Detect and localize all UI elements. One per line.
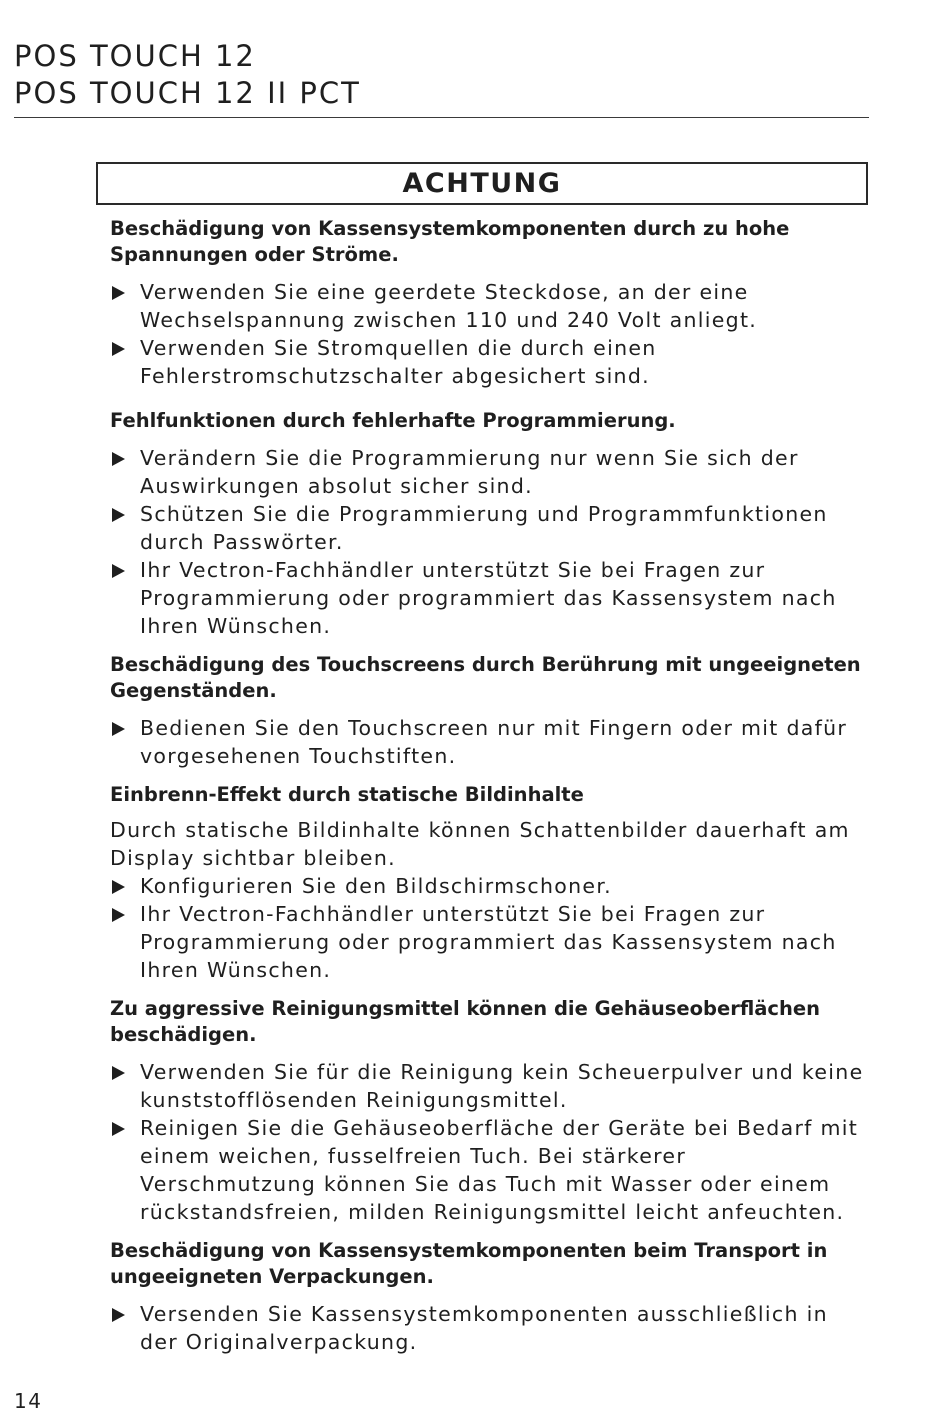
list-item-text: Schützen Sie die Programmierung und Programmfunktionen durch Passwörter.: [140, 502, 828, 554]
bullet-list: [110, 278, 868, 390]
list-item-text: Versenden Sie Kassensystemkomponenten ausschließlich in der Originalverpackung.: [140, 1302, 828, 1354]
product-title-line-2: POS TOUCH 12 II PCT: [14, 76, 361, 110]
list-item: [110, 1058, 868, 1114]
section-title: Beschädigung von Kassensystemkomponenten durch zu hohe Spannungen oder Ströme.: [110, 217, 790, 266]
triangle-bullet-icon: [112, 880, 125, 894]
triangle-bullet-icon: [112, 564, 125, 578]
bullet-list: [110, 714, 868, 770]
list-item-text: Verändern Sie die Programmierung nur wenn Sie sich der Auswirkungen absolut sicher sind.: [140, 446, 799, 498]
warning-box: [96, 162, 868, 205]
section-title: Zu aggressive Reinigungsmittel können die Gehäuseoberflächen beschädigen.: [110, 997, 820, 1046]
bullet-list: [110, 1058, 868, 1226]
list-item: [110, 872, 868, 900]
triangle-bullet-icon: [112, 1308, 125, 1322]
warning-body: [96, 216, 868, 1356]
list-item: [110, 444, 868, 500]
section-transport: [110, 1238, 868, 1356]
list-item: [110, 334, 868, 390]
list-item-text: Verwenden Sie Stromquellen die durch einen Fehlerstromschutzschalter abgesichert sind.: [140, 336, 657, 388]
list-item: [110, 556, 868, 640]
list-item: [110, 278, 868, 334]
bullet-list: [110, 872, 868, 984]
section-programming: [110, 408, 868, 640]
list-item: [110, 714, 868, 770]
bullet-list: [110, 1300, 868, 1356]
section-burn-in: [110, 782, 868, 984]
list-item-text: Verwenden Sie für die Reinigung kein Scheuerpulver und keine kunststofflösenden Reinigungsmittel.: [140, 1060, 864, 1112]
section-text: Durch statische Bildinhalte können Schattenbilder dauerhaft am Display sichtbar bleiben.: [110, 818, 850, 870]
section-title: Beschädigung des Touchscreens durch Berührung mit ungeeigneten Gegenständen.: [110, 653, 861, 702]
header-divider: [14, 117, 869, 118]
document-header: [14, 38, 869, 112]
triangle-bullet-icon: [112, 342, 125, 356]
triangle-bullet-icon: [112, 1122, 125, 1136]
list-item-text: Konfigurieren Sie den Bildschirmschoner.: [140, 874, 612, 898]
list-item-text: Ihr Vectron-Fachhändler unterstützt Sie bei Fragen zur Programmierung oder programmiert das Kassensystem nach Ihren Wünschen.: [140, 558, 837, 638]
triangle-bullet-icon: [112, 1066, 125, 1080]
section-voltage: [110, 216, 868, 390]
section-title: Fehlfunktionen durch fehlerhafte Programmierung.: [110, 409, 676, 432]
list-item: [110, 500, 868, 556]
warning-title: ACHTUNG: [402, 168, 562, 199]
page-number: 14: [14, 1389, 43, 1413]
list-item-text: Reinigen Sie die Gehäuseoberfläche der Geräte bei Bedarf mit einem weichen, fusselfreien Tuch. Bei stärkerer Verschmutzung können Sie das Tuch mit Wasser oder einem rückstandsfreien, milden Reinigungsmittel leicht anfeuchten.: [140, 1116, 859, 1224]
list-item-text: Ihr Vectron-Fachhändler unterstützt Sie bei Fragen zur Programmierung oder programmiert das Kassensystem nach Ihren Wünschen.: [140, 902, 837, 982]
triangle-bullet-icon: [112, 908, 125, 922]
warning-content: [96, 162, 868, 1356]
triangle-bullet-icon: [112, 722, 125, 736]
section-cleaning: [110, 996, 868, 1226]
triangle-bullet-icon: [112, 452, 125, 466]
list-item: [110, 1114, 868, 1226]
bullet-list: [110, 444, 868, 640]
list-item: [110, 900, 868, 984]
product-title-line-1: POS TOUCH 12: [14, 39, 256, 73]
triangle-bullet-icon: [112, 508, 125, 522]
section-touchscreen: [110, 652, 868, 770]
section-title: Einbrenn-Effekt durch statische Bildinhalte: [110, 783, 584, 806]
section-title: Beschädigung von Kassensystemkomponenten beim Transport in ungeeigneten Verpackungen.: [110, 1239, 828, 1288]
list-item-text: Verwenden Sie eine geerdete Steckdose, an der eine Wechselspannung zwischen 110 und 240 Volt anliegt.: [140, 280, 758, 332]
list-item-text: Bedienen Sie den Touchscreen nur mit Fingern oder mit dafür vorgesehenen Touchstiften.: [140, 716, 848, 768]
triangle-bullet-icon: [112, 286, 125, 300]
list-item: [110, 1300, 868, 1356]
